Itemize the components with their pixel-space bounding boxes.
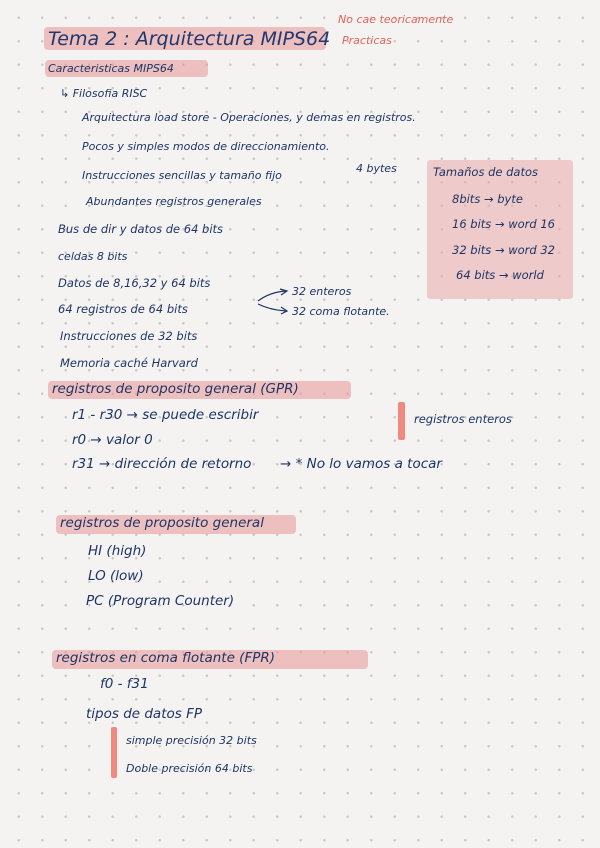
gpr-item: r31 → dirección de retorno [72, 456, 252, 472]
philosophy-label: Filosofia RISC [72, 87, 148, 100]
risc-item: Pocos y simples modos de direccionamiento. [82, 140, 330, 153]
margin-note-theory: No cae teoricamente [338, 13, 454, 26]
special-register: HI (high) [88, 543, 147, 559]
page-title: Tema 2 : Arquitectura MIPS64 [48, 28, 331, 50]
special-register: PC (Program Counter) [86, 593, 235, 609]
fixed-size-note: 4 bytes [356, 162, 397, 175]
return-arrow-icon: ↳ [60, 87, 73, 100]
box-row: 16 bits → word 16 [452, 217, 555, 231]
risc-item: Abundantes registros generales [86, 195, 262, 208]
box-row: 64 bits → world [456, 268, 544, 282]
bus-line: Bus de dir y datos de 64 bits [58, 222, 224, 236]
gpr-item: r1 - r30 → se puede escribir [72, 407, 259, 423]
arrow-up-icon [258, 291, 286, 301]
margin-note-practice: Practicas [342, 34, 392, 47]
data-sizes-line: Datos de 8,16,32 y 64 bits [58, 276, 211, 290]
r31-note: → * No lo vamos a tocar [280, 456, 442, 472]
risc-item: Arquitectura load store - Operaciones, y demas en registros. [82, 111, 416, 124]
registers-integer: 32 enteros [292, 285, 352, 298]
instructions-line: Instrucciones de 32 bits [60, 329, 198, 343]
box-row: 32 bits → word 32 [452, 243, 555, 257]
fp-type: simple precisión 32 bits [126, 734, 257, 747]
fp-types-label: tipos de datos FP [86, 706, 202, 722]
cache-line: Memoria caché Harvard [60, 356, 198, 370]
registers-line: 64 registros de 64 bits [58, 302, 188, 316]
cells-line: celdas 8 bits [58, 250, 128, 263]
risc-item: Instrucciones sencillas y tamaño fijo [82, 169, 282, 182]
fpr-range: f0 - f31 [100, 676, 149, 692]
section-heading: registros en coma flotante (FPR) [56, 650, 275, 666]
side-note: registros enteros [414, 412, 512, 426]
special-register: LO (low) [88, 568, 144, 584]
section-heading: Caracteristicas MIPS64 [48, 62, 174, 75]
registers-float: 32 coma flotante. [292, 305, 390, 318]
gpr-item: r0 → valor 0 [72, 432, 153, 448]
box-row: 8bits → byte [452, 192, 523, 206]
section-heading: registros de proposito general (GPR) [52, 381, 299, 397]
fp-type: Doble precisión 64 bits [126, 762, 253, 775]
section-heading: registros de proposito general [60, 515, 264, 531]
box-title: Tamaños de datos [433, 165, 538, 179]
